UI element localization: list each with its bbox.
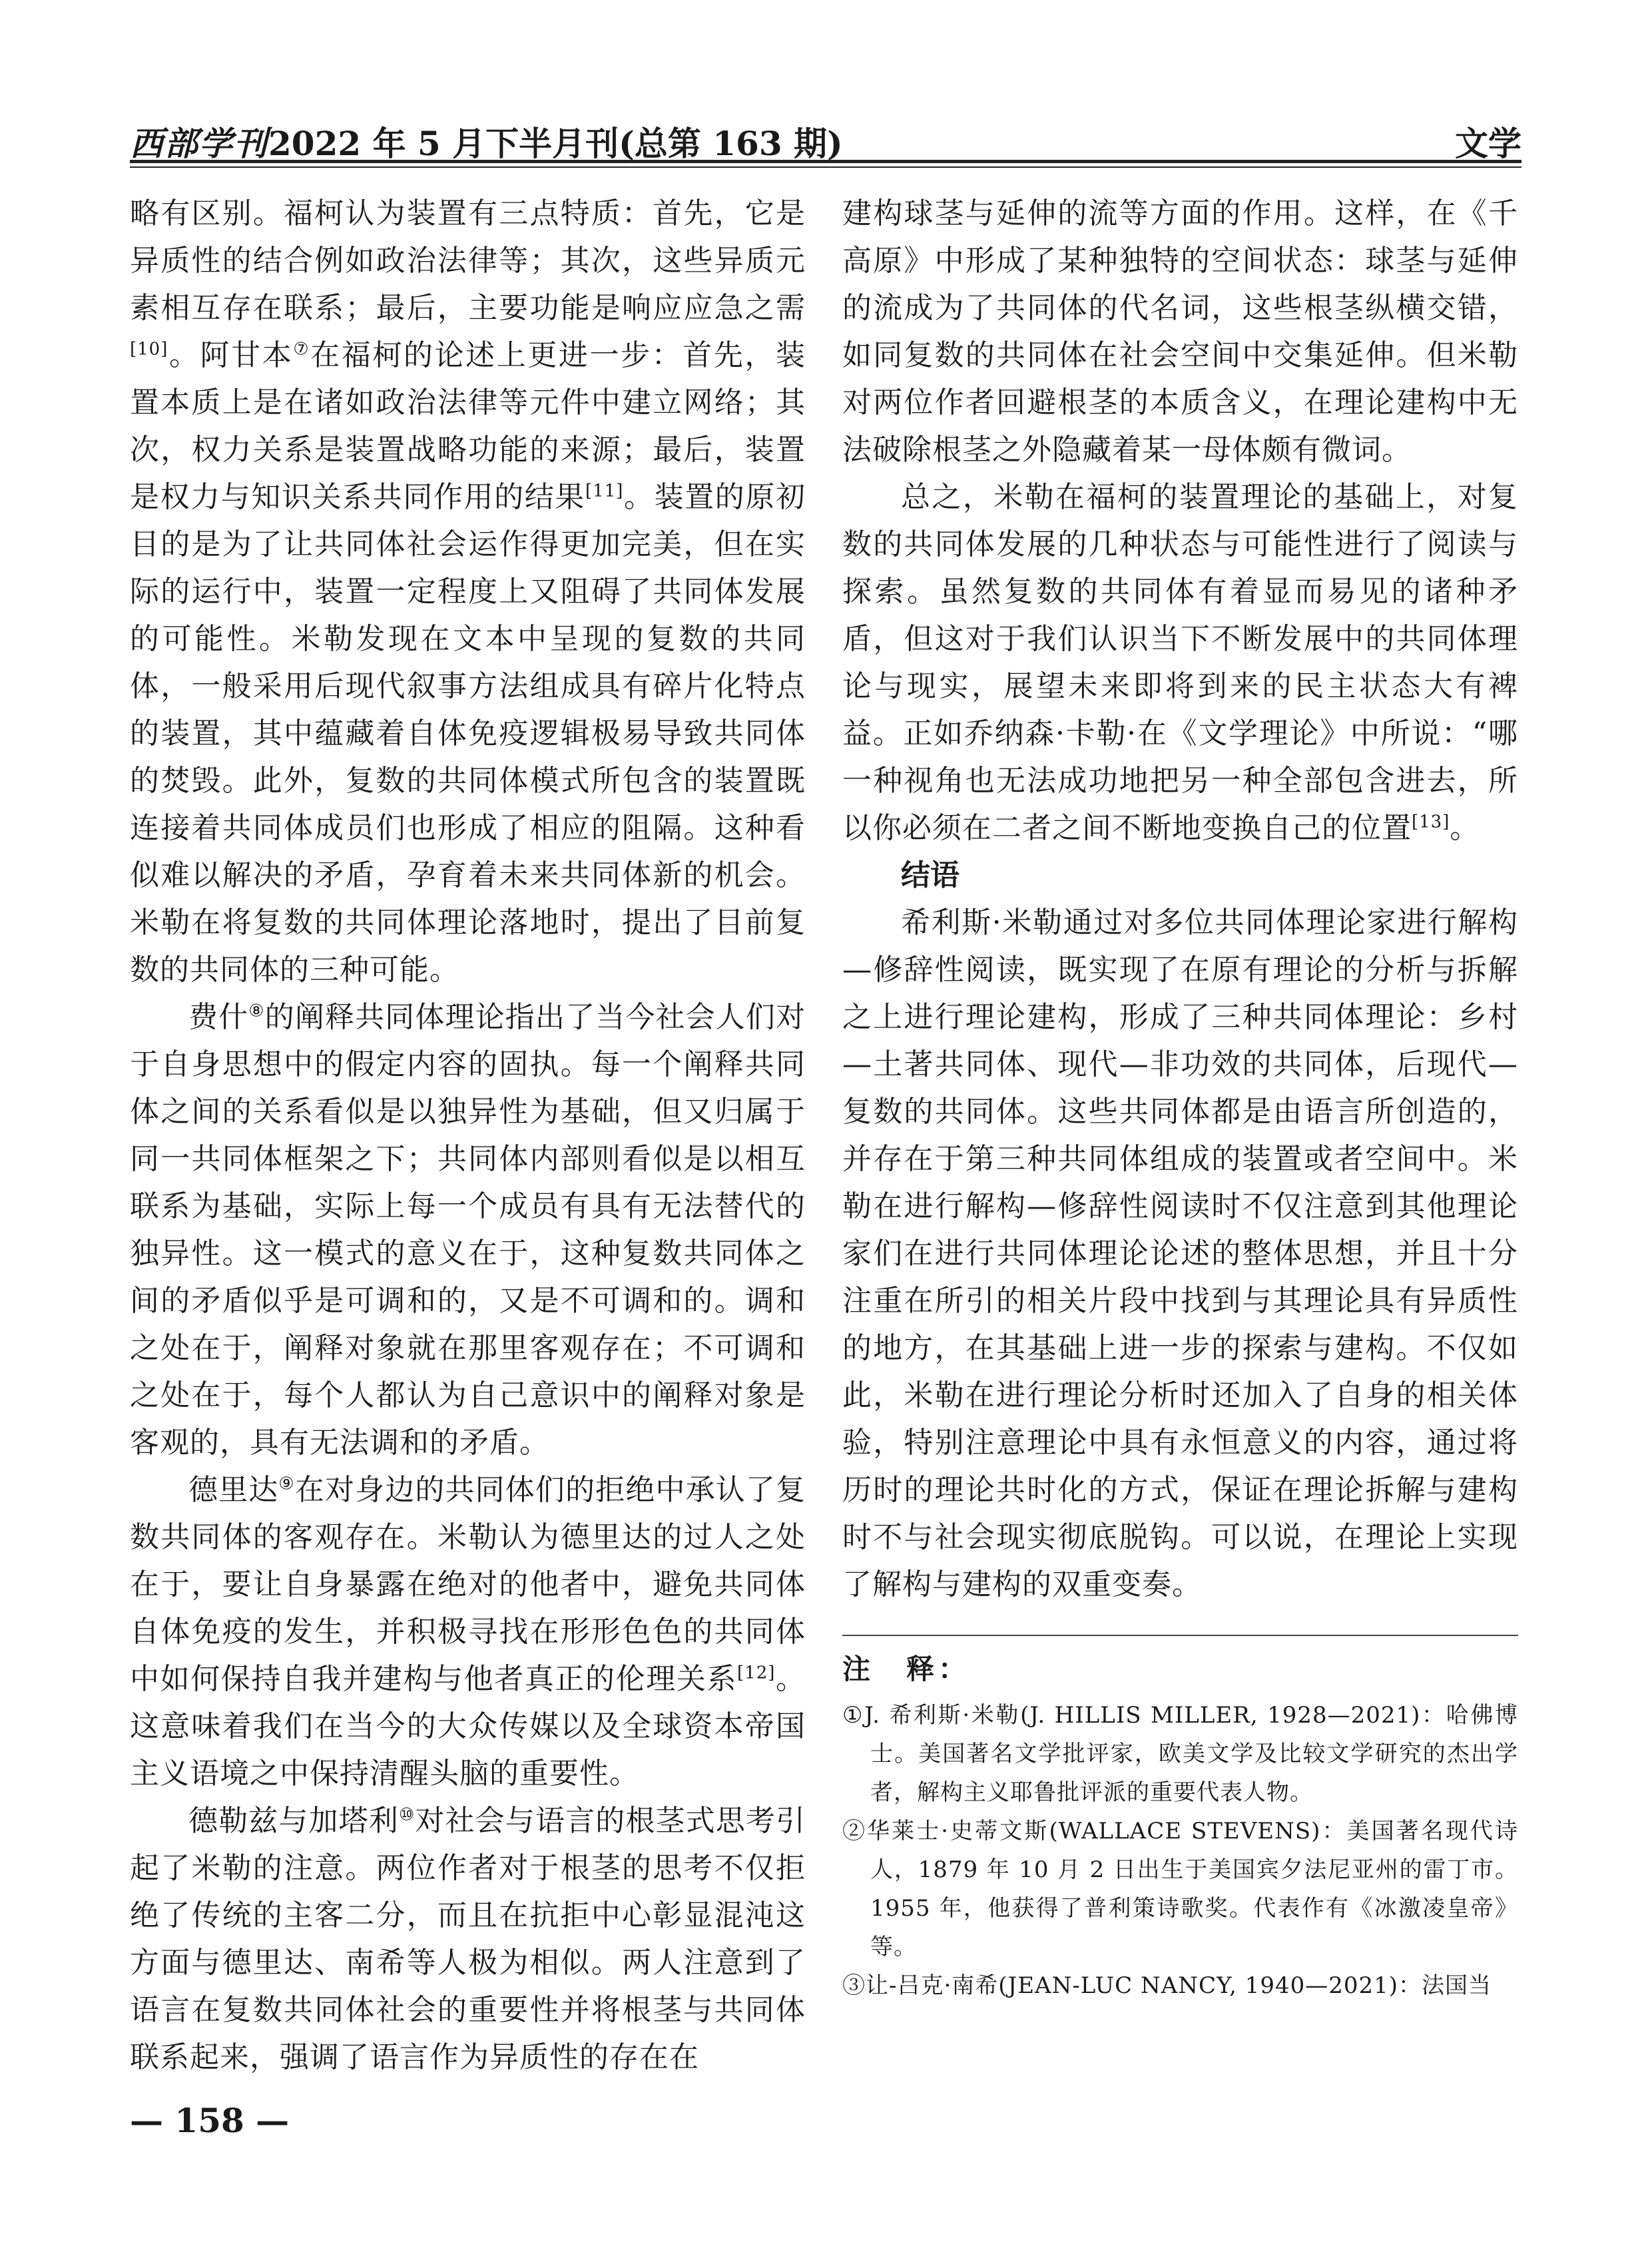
body-paragraph: 费什⑧的阐释共同体理论指出了当今社会人们对于自身思想中的假定内容的固执。每一个阐释共同体之间的关系看似是以独异性为基础，但又归属于同一共同体框架之下；共同体内部则看似是以相互联系为基础，实际上每一个成员有具有无法替代的独异性。这一模式的意义在于，这种复数共同体之间的矛盾似乎是可调和的，又是不可调和的。调和之处在于，阐释对象就在那里客观存在；不可调和之处在于，每个人都认为自己意识中的阐释对象是客观的，具有无法调和的矛盾。	[130, 1000, 806, 1460]
issue-info: 2022 年 5 月下半月刊(总第 163 期)	[268, 124, 843, 163]
footnote-marker: ⑦	[293, 339, 311, 360]
citation-ref: [10]	[130, 339, 168, 360]
header-rule-thin	[130, 166, 1521, 168]
right-column	[842, 190, 1518, 2005]
page-number: — 158 —	[130, 2101, 290, 2140]
footnote-item: ③让-吕克·南希(JEAN-LUC NANCY, 1940—2021)：法国当	[842, 1972, 1492, 1999]
body-paragraph: 希利斯·米勒通过对多位共同体理论家进行解构—修辞性阅读，既实现了在原有理论的分析与拆解之上进行理论建构，形成了三种共同体理论：乡村—土著共同体、现代—非功效的共同体，后现代—复数的共同体。这些共同体都是由语言所创造的，并存在于第三种共同体组成的装置或者空间中。米勒在进行解构—修辞性阅读时不仅注意到其他理论家们在进行共同体理论论述的整体思想，并且十分注重在所引的相关片段中找到与其理论具有异质性的地方，在其基础上进一步的探索与建构。不仅如此，米勒在进行理论分析时还加入了自身的相关体验，特别注意理论中具有永恒意义的内容，通过将历时的理论共时化的方式，保证在理论拆解与建构时不与社会现实彻底脱钩。可以说，在理论上实现了解构与建构的双重变奏。	[842, 906, 1518, 1601]
body-paragraph: 德勒兹与加塔利⑩对社会与语言的根茎式思考引起了米勒的注意。两位作者对于根茎的思考不仅拒绝了传统的主客二分，而且在抗拒中心彰显混沌这方面与德里达、南希等人极为相似。两人注意到了语言在复数共同体社会的重要性并将根茎与共同体联系起来，强调了语言作为异质性的存在在	[130, 1804, 806, 2074]
journal-masthead	[130, 117, 843, 165]
footnote-item: ①J. 希利斯·米勒(J. HILLIS MILLER, 1928—2021)：哈佛博士。美国著名文学批评家，欧美文学及比较文学研究的杰出学者，解构主义耶鲁批评派的重要代表人物。	[842, 1702, 1518, 1806]
body-paragraph: 德里达⑨在对身边的共同体们的拒绝中承认了复数共同体的客观存在。米勒认为德里达的过人之处在于，要让自身暴露在绝对的他者中，避免共同体自体免疫的发生，并积极寻找在形形色色的共同体中如何保持自我并建构与他者真正的伦理关系[12]。这意味着我们在当今的大众传媒以及全球资本帝国主义语境之中保持清醒头脑的重要性。	[130, 1473, 806, 1791]
header-rule-thick	[130, 160, 1521, 163]
notes-heading: 注 释：	[842, 1653, 971, 1685]
footnote-marker: ⑩	[398, 1805, 415, 1825]
body-paragraph: 建构球茎与延伸的流等方面的作用。这样，在《千高原》中形成了某种独特的空间状态：球茎与延伸的流成为了共同体的代名词，这些根茎纵横交错，如同复数的共同体在社会空间中交集延伸。但米勒对两位作者回避根茎的本质含义，在理论建构中无法破除根茎之外隐藏着某一母体颇有微词。	[842, 196, 1518, 467]
footnotes	[842, 1635, 1518, 2005]
body-paragraph: 略有区别。福柯认为装置有三点特质：首先，它是异质性的结合例如政治法律等；其次，这些异质元素相互存在联系；最后，主要功能是响应应急之需[10]。阿甘本⑦在福柯的论述上更进一步：首先，装置本质上是在诸如政治法律等元件中建立网络；其次，权力关系是装置战略功能的来源；最后，装置是权力与知识关系共同作用的结果[11]。装置的原初目的是为了让共同体社会运作得更加完美，但在实际的运行中，装置一定程度上又阻碍了共同体发展的可能性。米勒发现在文本中呈现的复数的共同体，一般采用后现代叙事方法组成具有碎片化特点的装置，其中蕴藏着自体免疫逻辑极易导致共同体的焚毁。此外，复数的共同体模式所包含的装置既连接着共同体成员们也形成了相应的阻隔。这种看似难以解决的矛盾，孕育着未来共同体新的机会。米勒在将复数的共同体理论落地时，提出了目前复数的共同体的三种可能。	[130, 196, 806, 987]
footnote-marker: ⑨	[278, 1474, 295, 1494]
section-label: 文学	[1455, 124, 1521, 163]
journal-logo: 西部学刊	[130, 124, 268, 163]
left-column	[130, 190, 806, 2081]
footnote-item: ②华莱士·史蒂文斯(WALLACE STEVENS)：美国著名现代诗人，1879 年 10 月 2 日出生于美国宾夕法尼亚州的雷丁市。1955 年，他获得了普利策诗歌奖。代表作有《冰激凌皇帝》等。	[842, 1818, 1518, 1960]
citation-ref: [11]	[585, 481, 624, 501]
section-heading: 结语	[901, 858, 960, 892]
page-header	[130, 113, 1521, 166]
citation-ref: [12]	[737, 1663, 776, 1683]
body-paragraph: 总之，米勒在福柯的装置理论的基础上，对复数的共同体发展的几种状态与可能性进行了阅读与探索。虽然复数的共同体有着显而易见的诸种矛盾，但这对于我们认识当下不断发展中的共同体理论与现实，展望未来即将到来的民主状态大有裨益。正如乔纳森·卡勒·在《文学理论》中所说：“哪一种视角也无法成功地把另一种全部包含进去，所以你必须在二者之间不断地变换自己的位置[13]。	[842, 480, 1518, 845]
citation-ref: [13]	[1412, 812, 1450, 832]
footnote-marker: ⑧	[248, 1001, 265, 1021]
